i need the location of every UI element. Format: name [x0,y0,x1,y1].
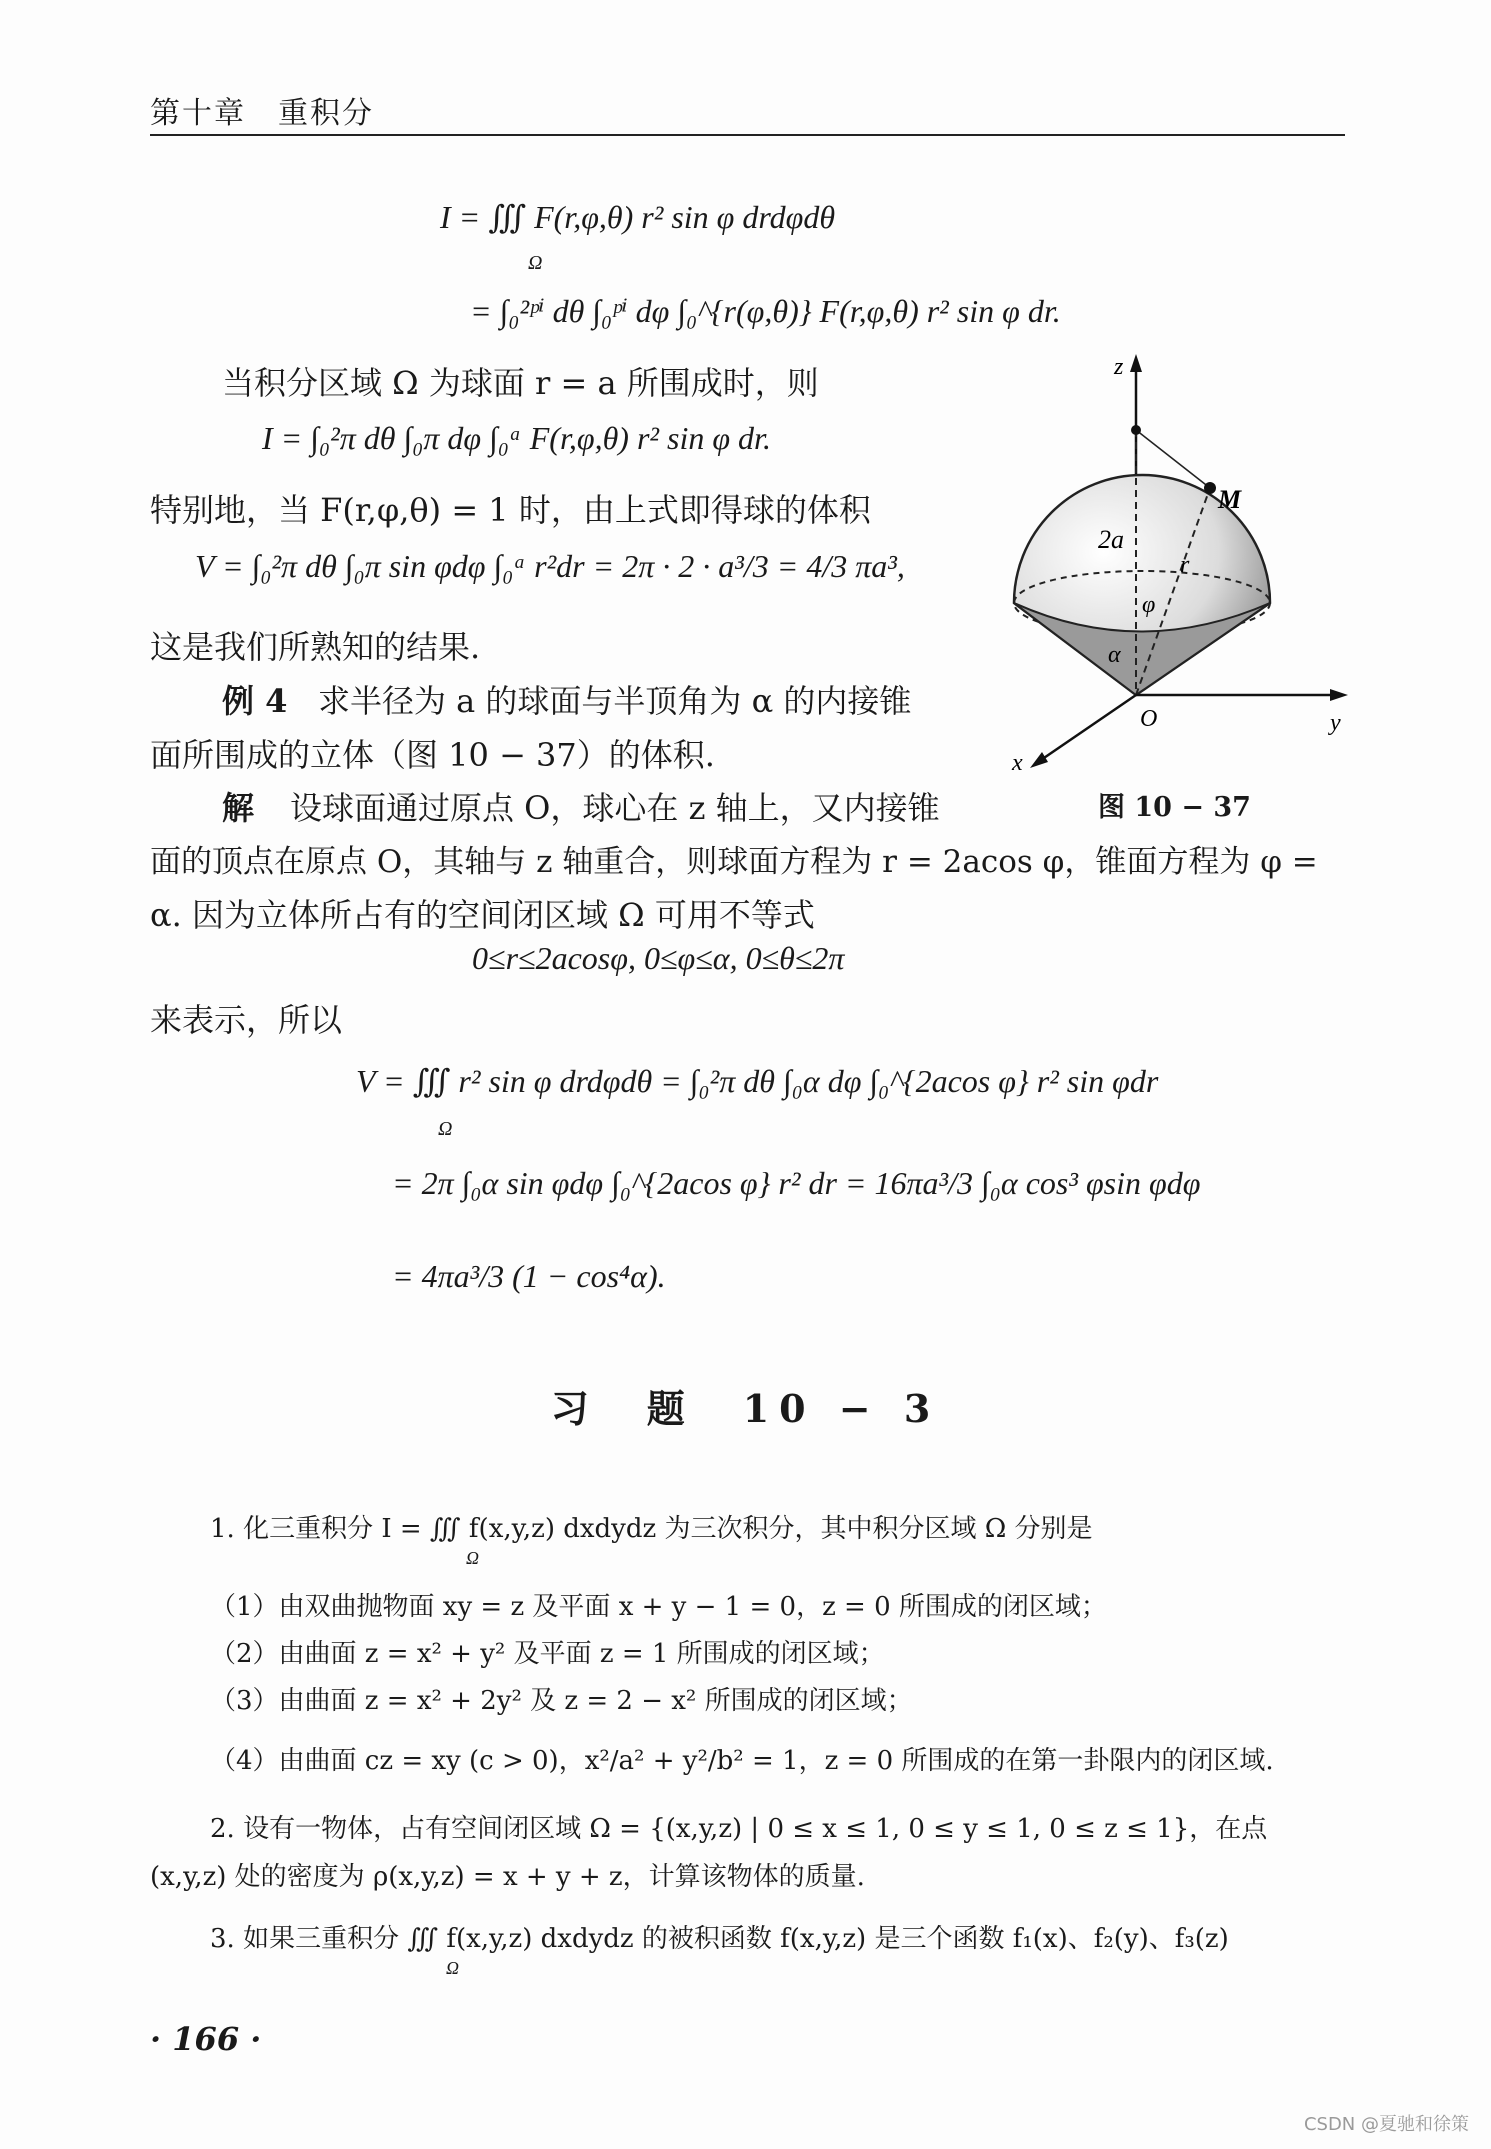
y-arrow-icon [1330,689,1348,701]
chapter-header: 第十章 重积分 [150,96,374,131]
paragraph-special: 特别地，当 F(r,φ,θ) = 1 时，由上式即得球的体积 [150,491,871,529]
solution-text-2: 面的顶点在原点 O，其轴与 z 轴重合，则球面方程为 r = 2acos φ，锥面方程为 φ = [150,844,1318,880]
formula-v-line2: = 2π ∫₀α sin φdφ ∫₀^{2acos φ} r² dr = 16πa³/3 ∫₀α cos³ φsin φdφ [392,1165,1201,1201]
figure-sphere-cone [990,350,1350,780]
watermark: CSDN @夏驰和徐策 [1303,2114,1469,2135]
label-alpha: α [1108,642,1121,668]
formula-v-domain: Ω [438,1118,453,1140]
paragraph-known: 这是我们所熟知的结果. [150,628,481,666]
label-phi: φ [1142,592,1156,618]
paragraph-sphere: 当积分区域 Ω 为球面 r = a 所围成时，则 [222,364,819,402]
formula-domain: Ω [528,252,543,274]
exercise-1-2: （2）由曲面 z = x² + y² 及平面 z = 1 所围成的闭区域； [210,1639,885,1669]
example-text-2: 面所围成的立体（图 10 − 37）的体积. [150,736,715,774]
label-x: x [1012,750,1023,776]
exercise-1-3: （3）由曲面 z = x² + 2y² 及 z = 2 − x² 所围成的闭区域； [210,1686,913,1716]
z-arrow-icon [1130,354,1142,372]
page-number: · 166 · [150,2020,262,2058]
label-y: y [1330,710,1341,736]
formula-i-sphere: I = ∫₀²π dθ ∫₀π dφ ∫₀ᵃ F(r,φ,θ) r² sin φ dr. [262,420,771,456]
solution-label: 解 [222,789,255,827]
x-arrow-icon [1030,752,1048,768]
exercise-1-4: （4）由曲面 cz = xy (c > 0)，x²/a² + y²/b² = 1，z = 0 所围成的在第一卦限内的闭区域. [210,1746,1274,1776]
exercise-1: 1. 化三重积分 I = ∭ f(x,y,z) dxdydz 为三次积分，其中积分区域 Ω 分别是 [210,1514,1093,1544]
exercise-1-domain: Ω [466,1548,480,1568]
exercise-3: 3. 如果三重积分 ∭ f(x,y,z) dxdydz 的被积函数 f(x,y,z) 是三个函数 f₁(x)、f₂(y)、f₃(z) [210,1924,1229,1954]
figure-caption: 图 10 − 37 [1098,792,1251,823]
formula-v-line3: = 4πa³/3 (1 − cos⁴α). [392,1258,666,1294]
example-label: 例 4 [222,682,288,720]
exercise-3-domain: Ω [446,1958,460,1978]
example-text-1: 求半径为 a 的球面与半顶角为 α 的内接锥 [318,682,912,720]
exercise-2-cont: (x,y,z) 处的密度为 ρ(x,y,z) = x + y + z，计算该物体的质量. [150,1862,865,1892]
formula-i-iterated: = ∫₀²ᵖⁱ dθ ∫₀ᵖⁱ dφ ∫₀^{r(φ,θ)} F(r,φ,θ) r² sin φ dr. [470,293,1061,329]
top-point [1131,425,1141,435]
header-rule [150,134,1345,136]
label-2a: 2a [1098,525,1124,554]
solution-text-1: 设球面通过原点 O，球心在 z 轴上，又内接锥 [290,789,940,827]
formula-v-line1: V = ∭ r² sin φ drdφdθ = ∫₀²π dθ ∫₀α dφ ∫₀^{2acos φ} r² sin φdr [356,1063,1159,1099]
label-z: z [1114,354,1124,380]
therefore-text: 来表示，所以 [150,1001,343,1039]
exercise-1-1: （1）由双曲抛物面 xy = z 及平面 x + y − 1 = 0，z = 0 所围成的闭区域； [210,1592,1107,1622]
solution-text-3: α. 因为立体所占有的空间闭区域 Ω 可用不等式 [150,896,815,934]
label-o: O [1140,706,1158,732]
formula-v-sphere: V = ∫₀²π dθ ∫₀π sin φdφ ∫₀ᵃ r²dr = 2π · 2 · a³/3 = 4/3 πa³, [195,548,905,584]
exercise-title: 习 题 10 − 3 [550,1386,941,1431]
x-axis [1038,695,1136,762]
point-m [1204,482,1216,494]
exercise-2: 2. 设有一物体，占有空间闭区域 Ω = {(x,y,z) | 0 ≤ x ≤ 1, 0 ≤ y ≤ 1, 0 ≤ z ≤ 1}，在点 [210,1814,1268,1844]
label-m: M [1218,485,1242,514]
inequality: 0≤r≤2acosφ, 0≤φ≤α, 0≤θ≤2π [472,940,845,976]
label-r: r [1180,552,1190,578]
formula-i-spherical: I = ∭ F(r,φ,θ) r² sin φ drdφdθ [440,199,836,235]
